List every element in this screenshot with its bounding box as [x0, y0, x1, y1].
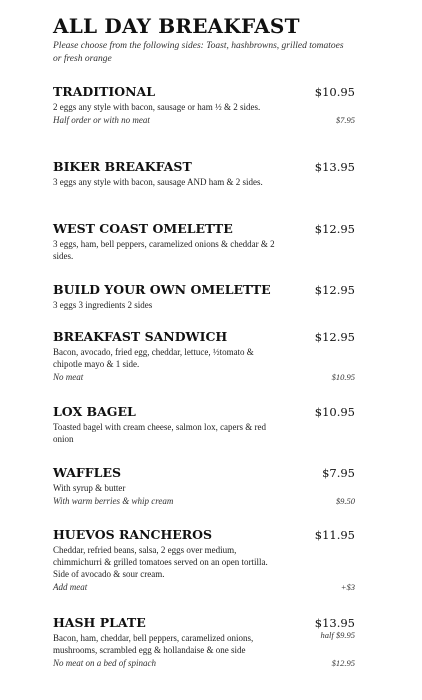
- item-price: $7.95: [322, 466, 355, 480]
- item-description: 3 eggs any style with bacon, sausage AND ham & 2 sides.: [53, 177, 263, 187]
- item-name: WEST COAST OMELETTE: [53, 221, 233, 236]
- item-price: $13.95: [314, 616, 355, 630]
- item-option-price: $7.95: [335, 115, 355, 125]
- item-name: HASH PLATE: [53, 615, 146, 630]
- menu-subtitle: Please choose from the following sides: Toast, hashbrowns, grilled tomatoes or fresh orange: [53, 41, 344, 64]
- item-description: Cheddar, refried beans, salsa, 2 eggs over medium, chimmichurri & grilled tomatoes served on an open tortilla. Side of avocado & sour cream.: [53, 545, 268, 579]
- item-option-label: Add meat: [53, 582, 88, 592]
- item-description: 3 eggs 3 ingredients 2 sides: [53, 300, 153, 310]
- item-description: 3 eggs, ham, bell peppers, caramelized onions & cheddar & 2 sides.: [53, 239, 275, 261]
- item-option-price: $10.95: [331, 372, 355, 382]
- menu-item-hash-plate: [53, 616, 355, 670]
- item-description: Toasted bagel with cream cheese, salmon lox, capers & red onion: [53, 422, 267, 444]
- item-description: With syrup & butter: [53, 483, 126, 493]
- menu-item-traditional: [53, 85, 355, 127]
- menu-item-huevos-rancheros: [53, 528, 355, 594]
- item-option-price: $9.50: [335, 496, 355, 506]
- item-half-price: half $9.95: [320, 630, 355, 640]
- item-name: BIKER BREAKFAST: [53, 159, 192, 174]
- menu-item-waffles: [53, 466, 355, 508]
- menu-item-biker-breakfast: [53, 160, 355, 188]
- menu-title: ALL DAY BREAKFAST: [53, 14, 300, 38]
- item-name: WAFFLES: [53, 465, 122, 480]
- item-name: HUEVOS RANCHEROS: [53, 527, 213, 542]
- item-price: $11.95: [314, 528, 355, 542]
- item-option-label: No meat on a bed of spinach: [53, 658, 156, 668]
- item-price: $12.95: [314, 330, 355, 344]
- item-price: $12.95: [314, 283, 355, 297]
- item-option-label: With warm berries & whip cream: [53, 496, 174, 506]
- menu-item-lox-bagel: [53, 405, 355, 445]
- item-description: Bacon, ham, cheddar, bell peppers, caramelized onions, mushrooms, scrambled egg & hollandaise & one side: [53, 633, 254, 655]
- item-name: BUILD YOUR OWN OMELETTE: [53, 282, 271, 297]
- item-option-price: $12.95: [331, 658, 355, 668]
- item-name: TRADITIONAL: [53, 84, 156, 99]
- item-option-label: No meat: [53, 372, 84, 382]
- item-option-label: Half order or with no meat: [53, 115, 150, 125]
- menu-item-build-your-own-omelette: [53, 283, 355, 311]
- item-price: $10.95: [314, 405, 355, 419]
- item-price: $12.95: [314, 222, 355, 236]
- menu-item-west-coast-omelette: [53, 222, 355, 262]
- item-description: Bacon, avocado, fried egg, cheddar, lettuce, ½tomato & chipotle mayo & 1 side.: [53, 347, 254, 369]
- item-description: 2 eggs any style with bacon, sausage or ham ½ & 2 sides.: [53, 102, 261, 112]
- item-name: LOX BAGEL: [53, 404, 136, 419]
- menu-item-breakfast-sandwich: [53, 330, 355, 384]
- item-price: $10.95: [314, 85, 355, 99]
- item-price: $13.95: [314, 160, 355, 174]
- item-name: BREAKFAST SANDWICH: [53, 329, 228, 344]
- item-option-price: +$3: [340, 582, 355, 592]
